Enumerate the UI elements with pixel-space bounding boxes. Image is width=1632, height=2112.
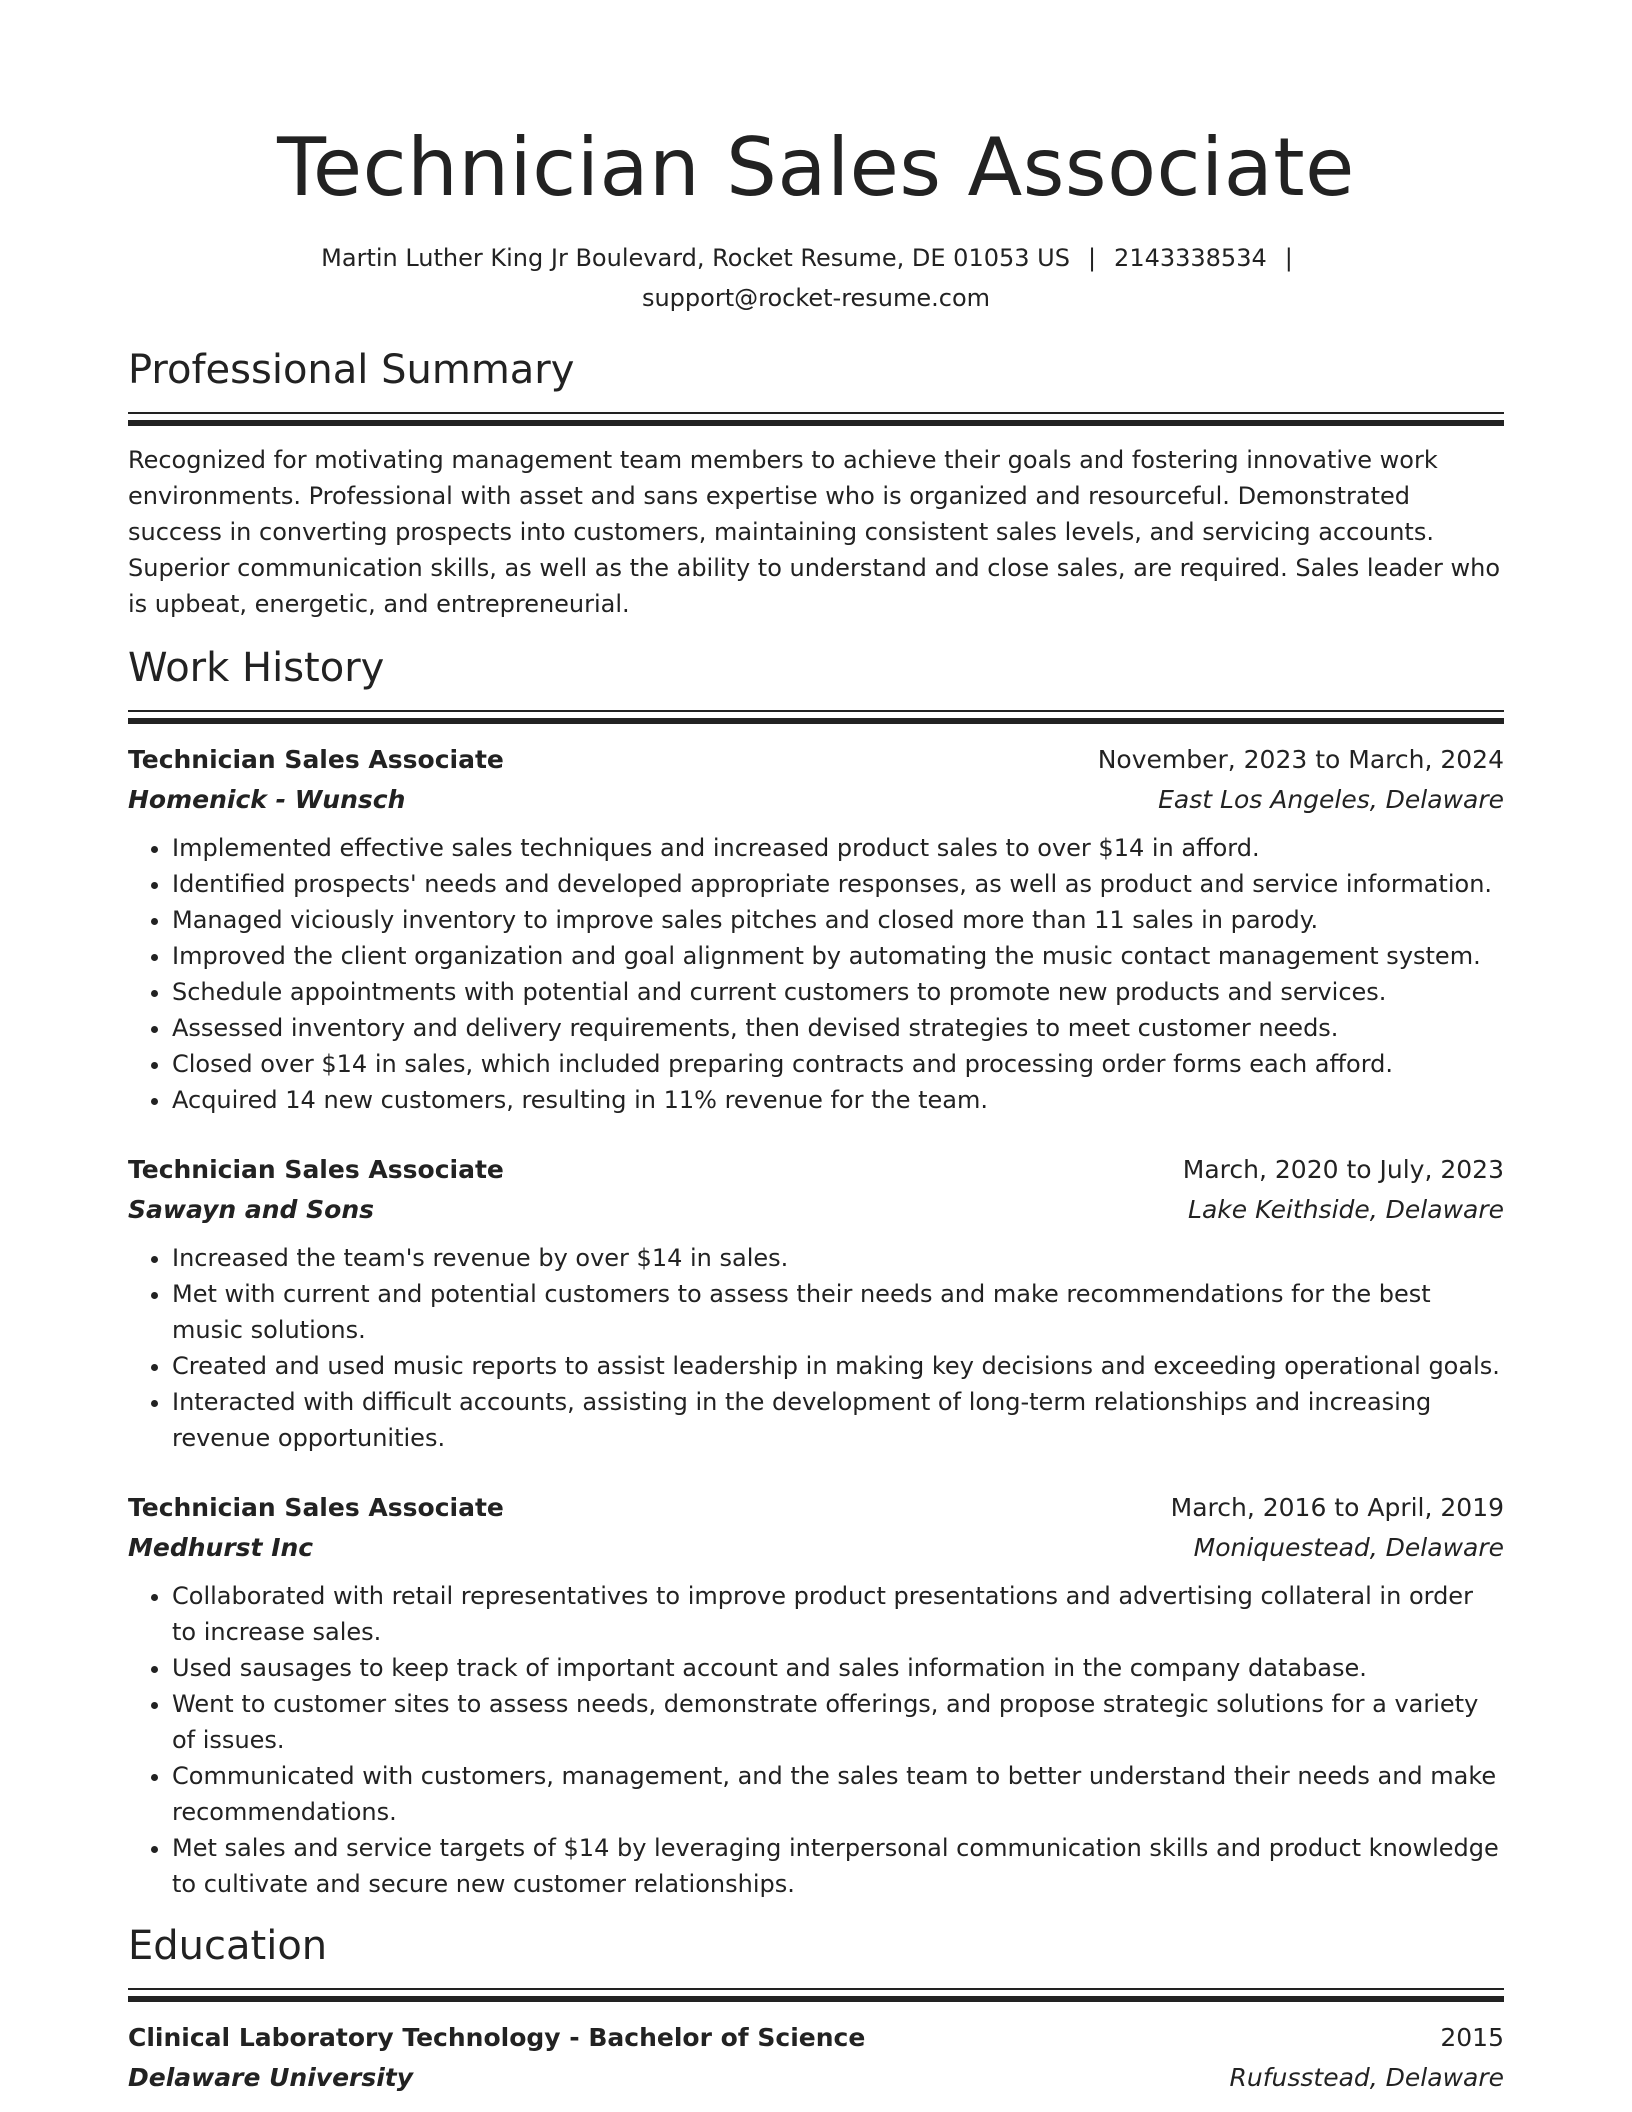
job-entry: [128, 740, 1504, 1118]
job-bullet: • Identified prospects' needs and developed appropriate responses, as well as product and service information.: [172, 866, 1504, 902]
contact-address: Martin Luther King Jr Boulevard, Rocket Resume, DE 01053 US: [321, 244, 1070, 272]
job-entry: [128, 1488, 1504, 1902]
job-bullet-list: [128, 1240, 1504, 1456]
job-dates: March, 2016 to April, 2019: [1170, 1493, 1504, 1522]
contact-separator: |: [1087, 244, 1097, 272]
job-entry: [128, 1150, 1504, 1456]
contact-phone: 2143338534: [1114, 244, 1267, 272]
job-bullet: • Implemented effective sales techniques and increased product sales to over $14 in afford.: [172, 830, 1504, 866]
job-location: Lake Keithside, Delaware: [1188, 1195, 1504, 1224]
job-location: Moniquestead, Delaware: [1193, 1533, 1504, 1562]
job-company: Sawayn and Sons: [128, 1195, 374, 1224]
job-bullet: • Interacted with difficult accounts, assisting in the development of long-term relationships and increasing revenue opportunities.: [172, 1384, 1504, 1456]
job-dates: November, 2023 to March, 2024: [1097, 745, 1504, 774]
job-bullet: • Acquired 14 new customers, resulting in 11% revenue for the team.: [172, 1082, 1504, 1118]
job-title: Technician Sales Associate: [128, 1155, 504, 1184]
section-heading-summary: Professional Summary: [128, 347, 575, 393]
summary-text: Recognized for motivating management team members to achieve their goals and fostering innovative work environments. Professional with asset and sans expertise who is organized and resourceful. Demonstrated success in converting prospects into customers, maintaining consistent sales levels, and servicing accounts. Superior communication skills, as well as the ability to understand and close sales, are required. Sales leader who is upbeat, energetic, and entrepreneurial.: [128, 446, 1501, 618]
contact-separator: |: [1284, 244, 1293, 272]
resume-page: [128, 0, 1504, 2098]
job-bullet: • Created and used music reports to assist leadership in making key decisions and exceeding operational goals.: [172, 1348, 1504, 1384]
job-bullet: • Went to customer sites to assess needs, demonstrate offerings, and propose strategic solutions for a variety of issues.: [172, 1686, 1504, 1758]
job-list: [128, 740, 1504, 1902]
job-bullet: • Managed viciously inventory to improve sales pitches and closed more than 11 sales in parody.: [172, 902, 1504, 938]
education-section: [128, 1920, 1504, 2098]
job-bullet: • Met sales and service targets of $14 by leveraging interpersonal communication skills and product knowledge to cultivate and secure new customer relationships.: [172, 1830, 1504, 1902]
job-title: Technician Sales Associate: [128, 745, 504, 774]
job-bullet: • Increased the team's revenue by over $14 in sales.: [172, 1240, 1504, 1276]
section-heading-education: Education: [128, 1923, 328, 1969]
job-dates: March, 2020 to July, 2023: [1182, 1155, 1504, 1184]
job-company: Homenick - Wunsch: [128, 785, 406, 814]
job-bullet-list: [128, 830, 1504, 1118]
job-bullet: • Communicated with customers, management, and the sales team to better understand their needs and make recommendations.: [172, 1758, 1504, 1830]
section-divider: [128, 412, 1504, 426]
job-bullet: • Improved the client organization and goal alignment by automating the music contact management system.: [172, 938, 1504, 974]
job-location: East Los Angeles, Delaware: [1158, 785, 1504, 814]
job-bullet: • Used sausages to keep track of important account and sales information in the company database.: [172, 1650, 1504, 1686]
section-divider: [128, 1988, 1504, 2002]
education-year: 2015: [1440, 2023, 1504, 2052]
job-bullet: • Assessed inventory and delivery requirements, then devised strategies to meet customer needs.: [172, 1010, 1504, 1046]
education-location: Rufusstead, Delaware: [1229, 2063, 1504, 2092]
education-degree: Clinical Laboratory Technology - Bachelor of Science: [128, 2023, 866, 2052]
work-history-section: [128, 642, 1504, 1902]
resume-title: Technician Sales Associate: [277, 121, 1355, 214]
education-entry: [128, 2018, 1504, 2098]
job-bullet-list: [128, 1578, 1504, 1902]
job-bullet: • Collaborated with retail representatives to improve product presentations and advertising collateral in order to increase sales.: [172, 1578, 1504, 1650]
job-bullet: • Met with current and potential customers to assess their needs and make recommendations for the best music solutions.: [172, 1276, 1504, 1348]
section-heading-work: Work History: [128, 645, 385, 691]
job-title: Technician Sales Associate: [128, 1493, 504, 1522]
contact-email[interactable]: support@rocket-resume.com: [641, 284, 991, 312]
section-divider: [128, 710, 1504, 724]
job-bullet: • Closed over $14 in sales, which included preparing contracts and processing order forms each afford.: [172, 1046, 1504, 1082]
job-company: Medhurst Inc: [128, 1533, 314, 1562]
education-school: Delaware University: [128, 2063, 414, 2092]
summary-section: [128, 344, 1504, 622]
contact-line: [128, 238, 1504, 318]
job-bullet: • Schedule appointments with potential and current customers to promote new products and services.: [172, 974, 1504, 1010]
